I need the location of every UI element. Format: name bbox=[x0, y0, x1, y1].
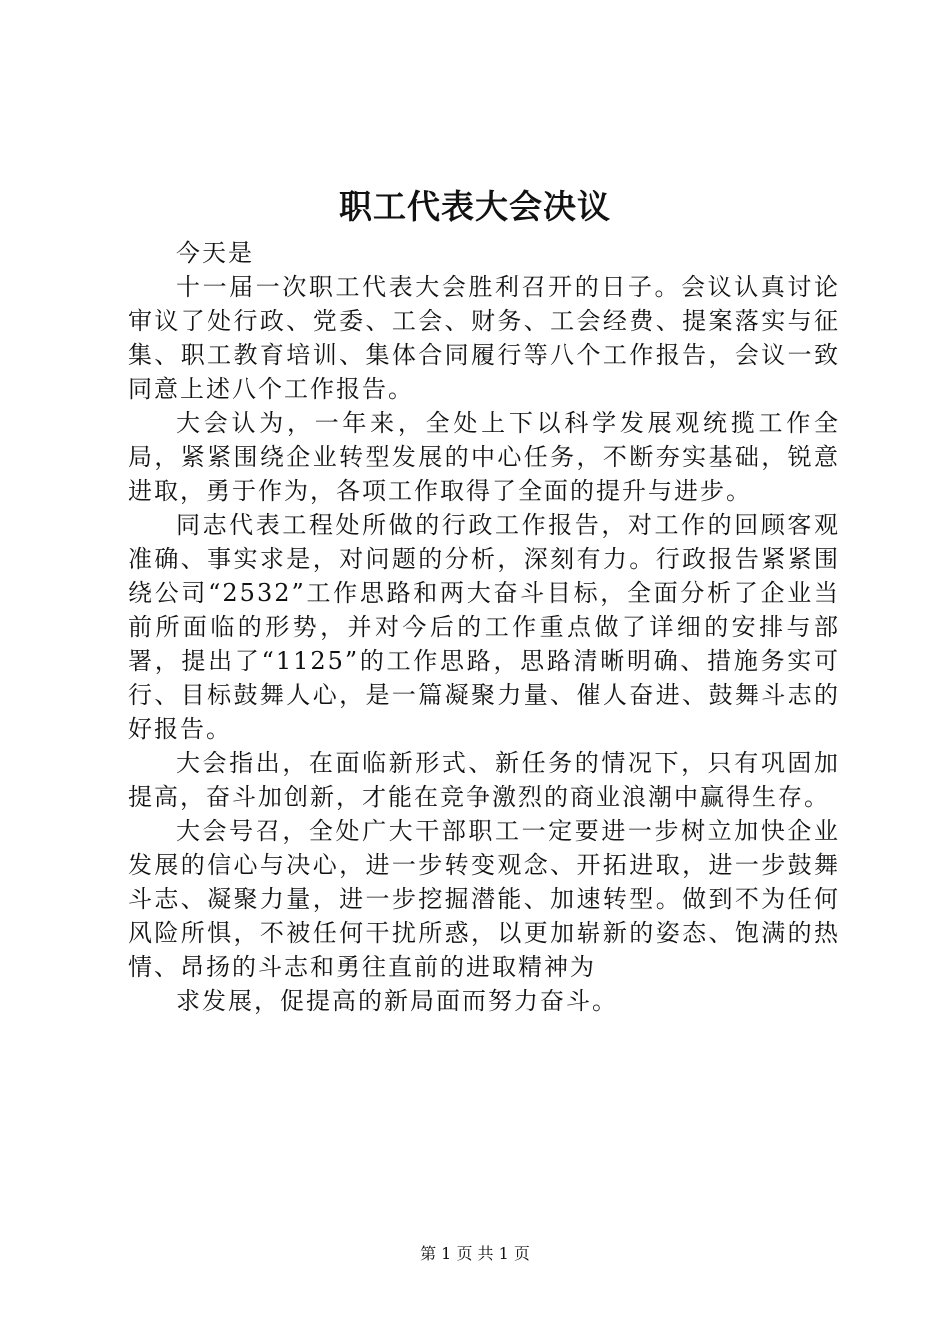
paragraph-3: 大会认为，一年来，全处上下以科学发展观统揽工作全局，紧紧围绕企业转型发展的中心任务，不断夯实基础，锐意进取，勇于作为，各项工作取得了全面的提升与进步。 bbox=[128, 409, 840, 505]
document-body bbox=[128, 236, 840, 1018]
paragraph-5: 大会指出，在面临新形式、新任务的情况下，只有巩固加提高，奋斗加创新，才能在竞争激烈的商业浪潮中赢得生存。 bbox=[128, 749, 840, 811]
paragraph-7: 求发展，促提高的新局面而努力奋斗。 bbox=[176, 987, 618, 1015]
document-title: 职工代表大会决议 bbox=[339, 187, 611, 226]
paragraph-2: 十一届一次职工代表大会胜利召开的日子。会议认真讨论审议了处行政、党委、工会、财务、工会经费、提案落实与征集、职工教育培训、集体合同履行等八个工作报告，会议一致同意上述八个工作报告。 bbox=[128, 273, 840, 403]
paragraph-6: 大会号召，全处广大干部职工一定要进一步树立加快企业发展的信心与决心，进一步转变观念、开拓进取，进一步鼓舞斗志、凝聚力量，进一步挖掘潜能、加速转型。做到不为任何风险所惧，不被任何干扰所惑，以更加崭新的姿态、饱满的热情、昂扬的斗志和勇往直前的进取精神为 bbox=[128, 817, 840, 981]
page-footer: 第 1 页 共 1 页 bbox=[420, 1244, 530, 1263]
paragraph-4: 同志代表工程处所做的行政工作报告，对工作的回顾客观准确、事实求是，对问题的分析，深刻有力。行政报告紧紧围绕公司“2532”工作思路和两大奋斗目标，全面分析了企业当前所面临的形势，并对今后的工作重点做了详细的安排与部署，提出了“1125”的工作思路，思路清晰明确、措施务实可行、目标鼓舞人心，是一篇凝聚力量、催人奋进、鼓舞斗志的好报告。 bbox=[128, 511, 840, 743]
paragraph-1: 今天是 bbox=[176, 239, 254, 267]
